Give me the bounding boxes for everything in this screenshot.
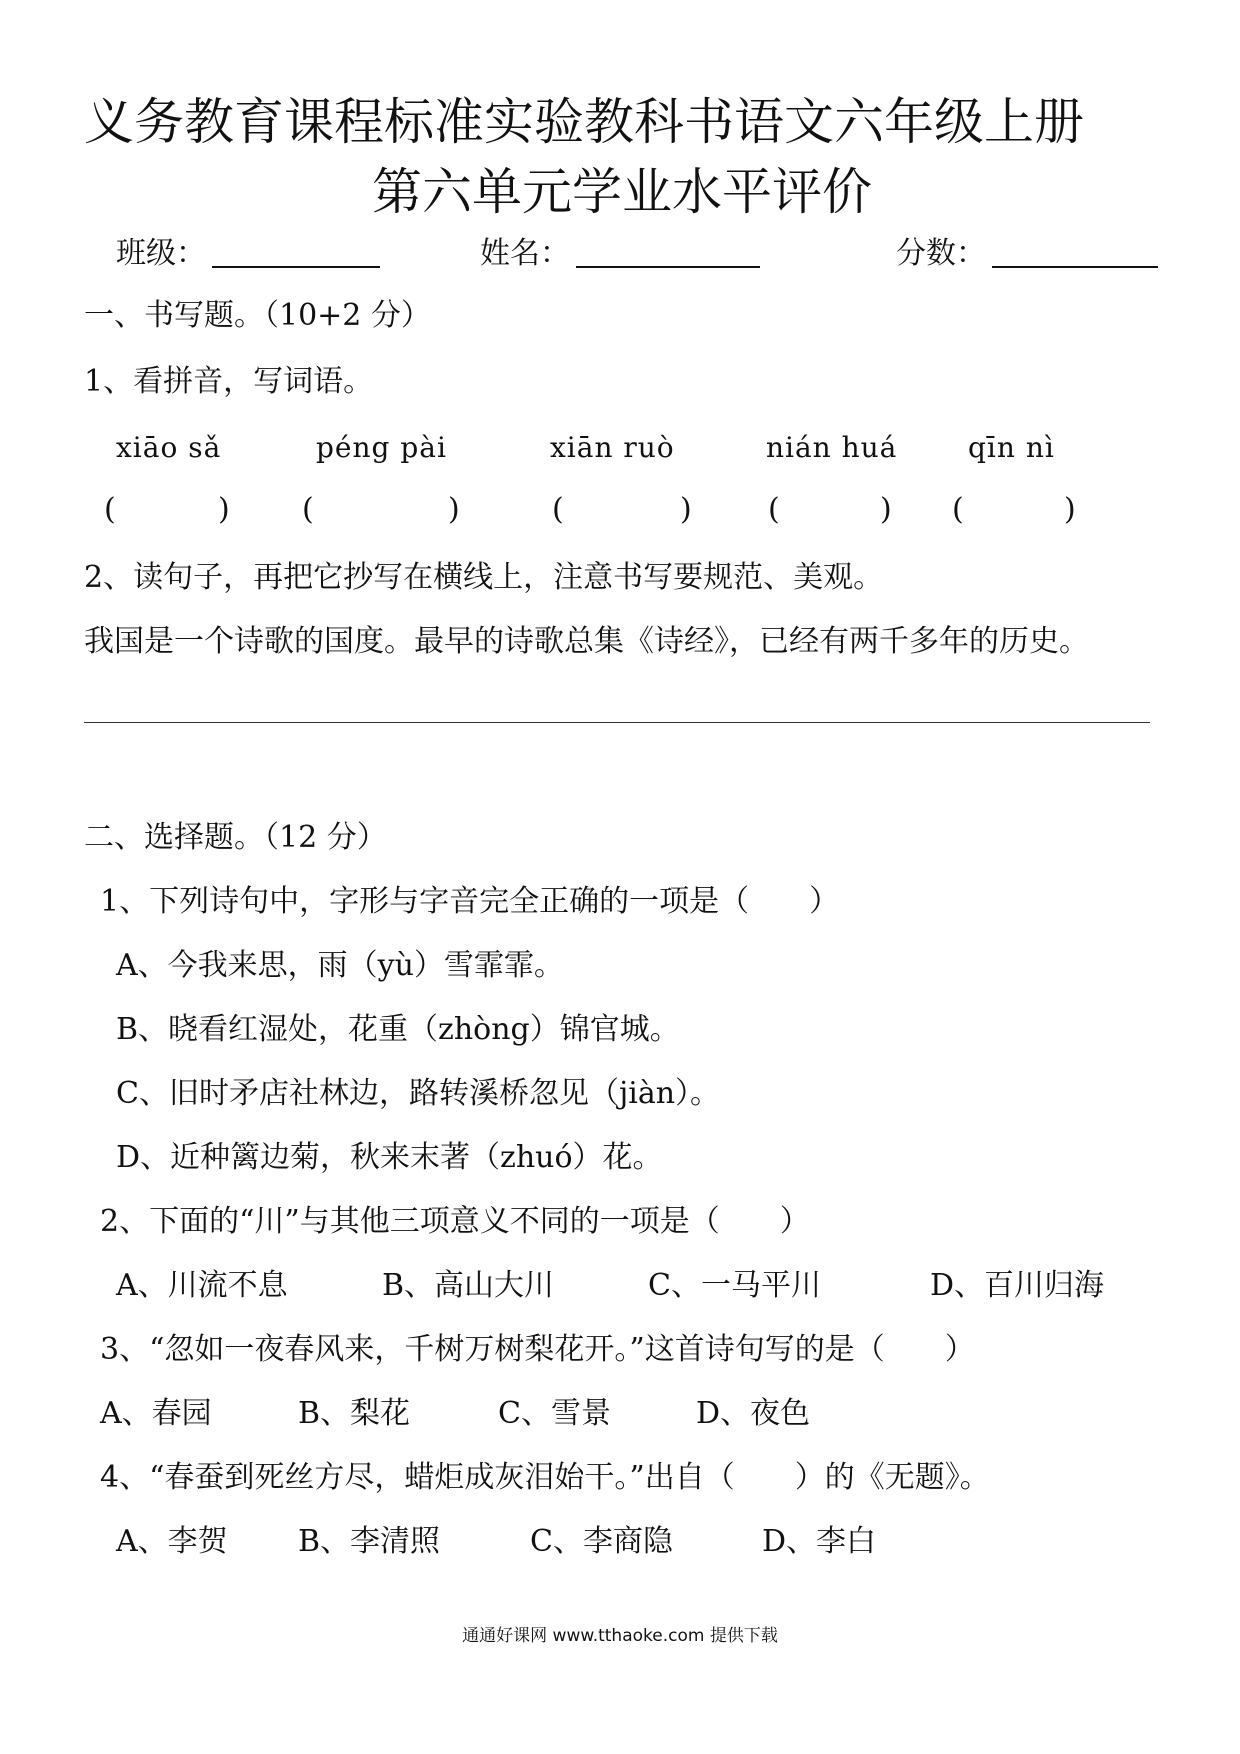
question-2-1-option-b: B、晓看红湿处，花重（zhòng）锦官城。 [116,1012,680,1047]
question-2-3-option-c: C、雪景 [498,1396,611,1431]
question-2-3-option-d: D、夜色 [696,1396,811,1431]
score-blank[interactable] [992,266,1158,268]
copy-answer-line[interactable] [84,722,1150,723]
question-2-4-option-b: B、李清照 [298,1524,441,1559]
pinyin-1: xiāo sǎ [116,431,222,464]
footer-source-credit: 通通好课网 www.tthaoke.com 提供下载 [462,1626,778,1646]
question-2-2-prompt: 2、下面的“川”与其他三项意义不同的一项是（ ） [100,1204,810,1239]
answer-box-5-open: ( [952,492,964,527]
question-1-2-sentence: 我国是一个诗歌的国度。最早的诗歌总集《诗经》，已经有两千多年的历史。 [84,624,1089,659]
question-2-4-prompt: 4、“春蚕到死丝方尽，蜡炬成灰泪始干。”出自（ ）的《无题》。 [100,1460,990,1495]
answer-box-2-open: ( [302,492,314,527]
score-label: 分数： [896,236,986,271]
question-2-2-option-a: A、川流不息 [116,1268,288,1303]
name-blank[interactable] [576,266,760,268]
question-1-2-prompt: 2、读句子，再把它抄写在横线上，注意书写要规范、美观。 [84,560,884,595]
question-2-3-option-a: A、春园 [100,1396,212,1431]
question-2-3-prompt: 3、“忽如一夜春风来，千树万树梨花开。”这首诗句写的是（ ） [100,1332,975,1367]
answer-box-3-open: ( [552,492,564,527]
question-2-1-option-a: A、今我来思，雨（yù）雪霏霏。 [116,948,564,983]
question-2-4-option-c: C、李商隐 [530,1524,673,1559]
question-2-2-option-b: B、高山大川 [382,1268,555,1303]
question-1-1-prompt: 1、看拼音，写词语。 [84,364,374,399]
question-2-4-option-d: D、李白 [762,1524,877,1559]
answer-box-3-close: ) [680,492,692,527]
answer-box-4-close: ) [880,492,892,527]
pinyin-5: qīn nì [968,431,1055,464]
question-2-4-option-a: A、李贺 [116,1524,228,1559]
section1-heading: 一、书写题。（10+2 分） [84,298,431,333]
name-label: 姓名： [480,236,570,271]
question-2-3-option-b: B、梨花 [298,1396,411,1431]
answer-box-4-open: ( [768,492,780,527]
answer-box-5-close: ) [1064,492,1076,527]
question-2-2-option-c: C、一马平川 [648,1268,821,1303]
question-2-1-prompt: 1、下列诗句中，字形与字音完全正确的一项是（ ） [100,884,840,919]
section2-heading: 二、选择题。（12 分） [84,820,387,855]
answer-box-1-close: ) [218,492,230,527]
answer-box-1-open: ( [104,492,116,527]
pinyin-2: péng pài [316,431,447,464]
document-subtitle: 第六单元学业水平评价 [372,163,872,221]
class-blank[interactable] [212,266,380,268]
question-2-1-option-c: C、旧时矛店社林边，路转溪桥忽见（jiàn）。 [116,1076,721,1111]
pinyin-4: nián huá [766,431,898,464]
document-title: 义务教育课程标准实验教科书语文六年级上册 [84,93,1084,151]
pinyin-3: xiān ruò [550,431,675,464]
answer-box-2-close: ) [448,492,460,527]
class-label: 班级： [116,236,206,271]
question-2-1-option-d: D、近种篱边菊，秋来末著（zhuó）花。 [116,1140,663,1175]
question-2-2-option-d: D、百川归海 [930,1268,1105,1303]
